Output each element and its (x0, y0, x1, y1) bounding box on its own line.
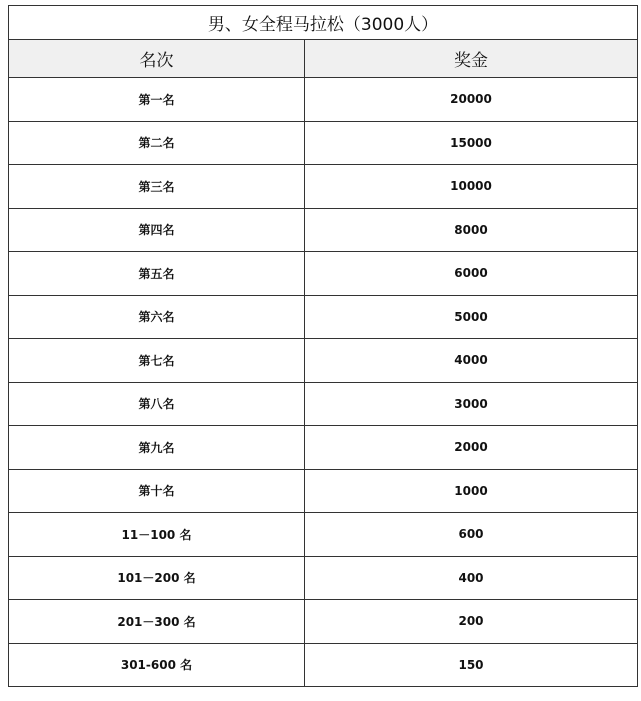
rank-cell: 第九名 (9, 426, 305, 470)
prize-cell: 1000 (305, 469, 638, 513)
rank-cell: 第七名 (9, 339, 305, 383)
prize-cell: 10000 (305, 165, 638, 209)
rank-cell: 301-600 名 (9, 643, 305, 687)
table-row (9, 295, 638, 339)
prize-cell: 5000 (305, 295, 638, 339)
prize-cell: 600 (305, 513, 638, 557)
table-title: 男、女全程马拉松（3000人） (9, 6, 638, 40)
rank-cell: 第六名 (9, 295, 305, 339)
table-row (9, 78, 638, 122)
header-row (9, 40, 638, 78)
header-rank: 名次 (9, 40, 305, 78)
table-row (9, 121, 638, 165)
table-row (9, 556, 638, 600)
rank-cell: 101－200 名 (9, 556, 305, 600)
table-row (9, 208, 638, 252)
prize-cell: 8000 (305, 208, 638, 252)
prize-cell: 400 (305, 556, 638, 600)
rank-cell: 第十名 (9, 469, 305, 513)
table-row (9, 469, 638, 513)
prize-cell: 4000 (305, 339, 638, 383)
prize-cell: 15000 (305, 121, 638, 165)
rank-cell: 第四名 (9, 208, 305, 252)
prize-table (8, 5, 638, 687)
prize-cell: 6000 (305, 252, 638, 296)
rank-cell: 第五名 (9, 252, 305, 296)
rank-cell: 第八名 (9, 382, 305, 426)
prize-cell: 3000 (305, 382, 638, 426)
prize-cell: 150 (305, 643, 638, 687)
table-row (9, 426, 638, 470)
rank-cell: 11－100 名 (9, 513, 305, 557)
rank-cell: 第一名 (9, 78, 305, 122)
table-row (9, 513, 638, 557)
rank-cell: 第二名 (9, 121, 305, 165)
table-row (9, 165, 638, 209)
prize-cell: 20000 (305, 78, 638, 122)
prize-cell: 200 (305, 600, 638, 644)
table-row (9, 643, 638, 687)
table-row (9, 600, 638, 644)
rank-cell: 第三名 (9, 165, 305, 209)
table-row (9, 382, 638, 426)
table-row (9, 252, 638, 296)
title-row (9, 6, 638, 40)
table-body (9, 78, 638, 687)
table-row (9, 339, 638, 383)
prize-cell: 2000 (305, 426, 638, 470)
header-prize: 奖金 (305, 40, 638, 78)
rank-cell: 201－300 名 (9, 600, 305, 644)
